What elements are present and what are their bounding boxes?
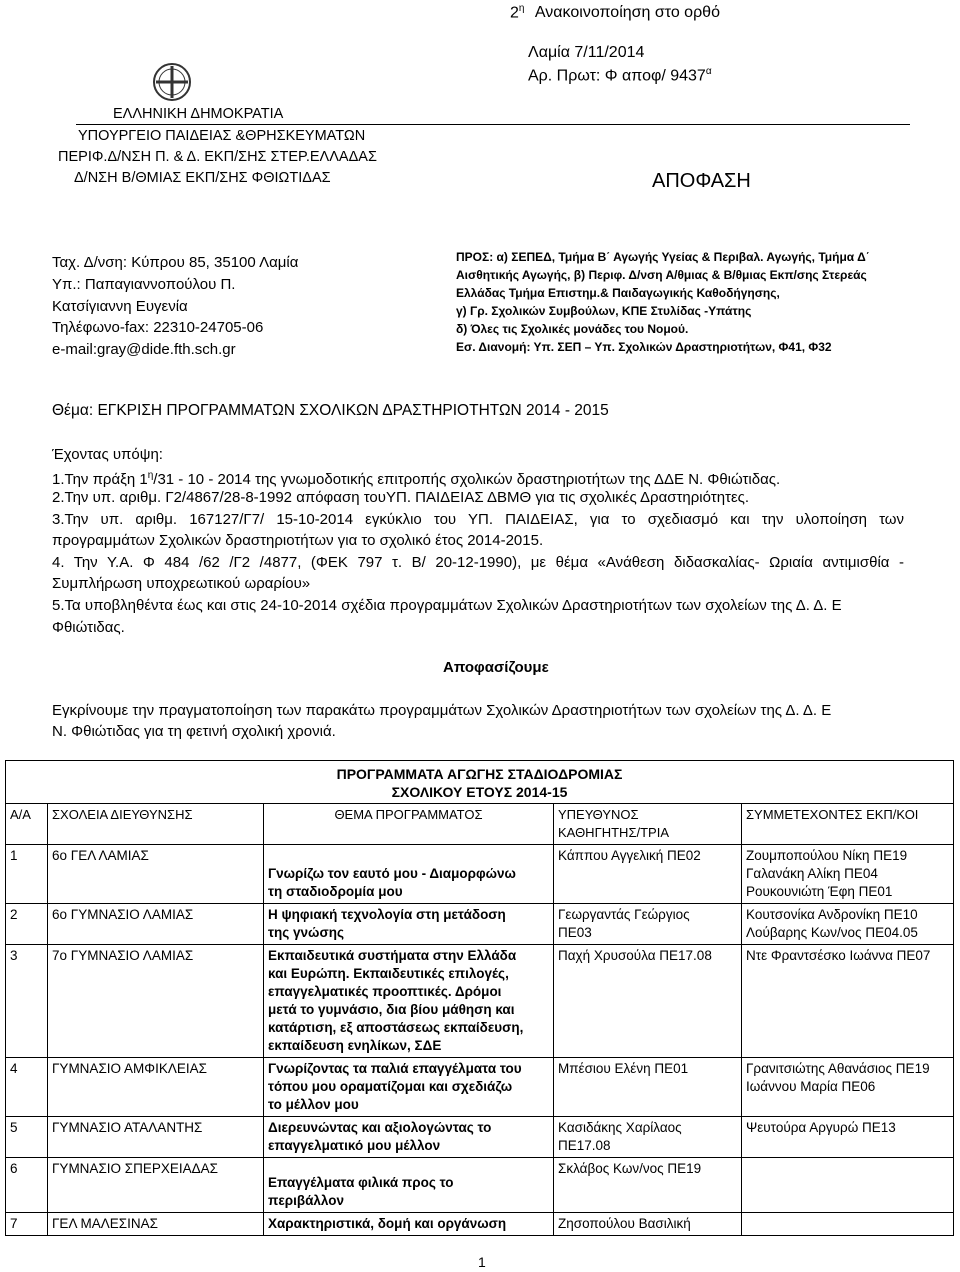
decide-heading: Αποφασίζουμε: [443, 659, 549, 676]
row-topic: [264, 1213, 554, 1236]
contact-info-2: Κατσίγιαννη Ευγενία: [52, 298, 188, 315]
contact-address: Ταχ. Δ/νση: Κύπρου 85, 35100 Λαμία: [52, 254, 299, 271]
table-row: [6, 1213, 954, 1236]
recipients-line-6: Εσ. Διανομή: Υπ. ΣΕΠ – Υπ. Σχολικών Δραστηριοτήτων, Φ41, Φ32: [456, 340, 832, 354]
item-5b: Φθιώτιδας.: [52, 619, 125, 636]
row-topic-line: επαγγελματικό μου μέλλον: [268, 1138, 441, 1153]
header-line-3: ΠΕΡΙΦ.Δ/ΝΣΗ Π. & Δ. ΕΚΠ/ΣΗΣ ΣΤΕΡ.ΕΛΛΑΔΑΣ: [58, 149, 377, 165]
row-aa: 2: [6, 904, 48, 945]
protocol-text: Αρ. Πρωτ: Φ αποφ/ 9437: [528, 67, 706, 85]
row-topic-line: Γνωρίζοντας τα παλιά επαγγέλματα του: [268, 1061, 522, 1076]
row-topic-line: επαγγελματικές προοπτικές. Δρόμοι: [268, 984, 502, 999]
row-member: Ρουκουνιώτη Έφη ΠΕ01: [746, 884, 893, 899]
contact-email: e-mail:gray@dide.fth.sch.gr: [52, 341, 236, 358]
item-5a: 5.Τα υποβληθέντα έως και στις 24-10-2014 σχέδια προγραμμάτων Σχολικών Δραστηριοτήτων των σχολείων της Δ. Δ. Ε: [52, 597, 842, 614]
row-members: [742, 904, 954, 945]
item-3b: προγραμμάτων Σχολικών δραστηριοτήτων για το σχολικό έτος 2014-2015.: [52, 532, 544, 549]
header-teacher: [554, 804, 742, 845]
recipients-line-1: ΠΡΟΣ: α) ΣΕΠΕΔ, Τμήμα Β΄ Αγωγής Υγείας & Περιβαλ. Αγωγής, Τμήμα Δ΄: [456, 250, 870, 264]
row-teacher: [554, 1158, 742, 1213]
header-line-1: ΕΛΛΗΝΙΚΗ ΔΗΜΟΚΡΑΤΙΑ: [113, 106, 284, 122]
row-teacher: [554, 1213, 742, 1236]
item-1-pre: 1.Την πράξη 1: [52, 471, 148, 488]
row-aa: 7: [6, 1213, 48, 1236]
row-topic-line: Γνωρίζω τον εαυτό μου - Διαμορφώνω: [268, 866, 516, 881]
row-teacher-line: Γεωργαντάς Γεώργιος: [558, 907, 690, 922]
row-member: Ντε Φραντσέσκο Ιωάννα ΠΕ07: [746, 948, 931, 963]
header-school: ΣΧΟΛΕΙΑ ΔΙΕΥΘΥΝΣΗΣ: [48, 804, 264, 845]
row-topic: [264, 945, 554, 1058]
table-title-row: [6, 761, 954, 804]
subject-line: Θέμα: ΕΓΚΡΙΣΗ ΠΡΟΓΡΑΜΜΑΤΩΝ ΣΧΟΛΙΚΩΝ ΔΡΑΣΤΗΡΙΟΤΗΤΩΝ 2014 - 2015: [52, 402, 609, 419]
recipients-line-4: γ) Γρ. Σχολικών Συμβούλων, ΚΠΕ Στυλίδας -Υπάτης: [456, 304, 752, 318]
recipients-line-2: Αισθητικής Αγωγής, β) Περιφ. Δ/νση Α/θμιας & Β/θμιας Εκπ/σης Στερεάς: [456, 268, 867, 282]
row-school: 6ο ΓΥΜΝΑΣΙΟ ΛΑΜΙΑΣ: [48, 904, 264, 945]
row-teacher-line: Κασιδάκης Χαρίλαος: [558, 1120, 682, 1135]
row-topic-line: το μέλλον μου: [268, 1097, 359, 1112]
place-date: Λαμία 7/11/2014: [528, 44, 645, 61]
header-line-2: ΥΠΟΥΡΓΕΙΟ ΠΑΙΔΕΙΑΣ &ΘΡΗΣΚΕΥΜΑΤΩΝ: [78, 128, 366, 144]
announcement-text: Ανακοινοποίηση στο ορθό: [534, 4, 720, 22]
row-members: [742, 1117, 954, 1158]
row-member: Ιωάννου Μαρία ΠΕ06: [746, 1079, 876, 1094]
row-topic-line: Εκπαιδευτικά συστήματα στην Ελλάδα: [268, 948, 517, 963]
row-member: Κουτσονίκα Ανδρονίκη ΠΕ10: [746, 907, 918, 922]
row-school: 7ο ΓΥΜΝΑΣΙΟ ΛΑΜΙΑΣ: [48, 945, 264, 1058]
row-aa: 4: [6, 1058, 48, 1117]
row-topic-line: της γνώσης: [268, 925, 344, 940]
header-aa: Α/Α: [6, 804, 48, 845]
row-topic-line: κατάρτιση, εξ αποστάσεως εκπαίδευση,: [268, 1020, 524, 1035]
row-topic-line: Χαρακτηριστικά, δομή και οργάνωση: [268, 1216, 507, 1231]
approve-line-a: Εγκρίνουμε την πραγματοποίηση των παρακάτω προγραμμάτων Σχολικών Δραστηριοτήτων των σχολείων της Δ. Δ. Ε: [52, 702, 832, 719]
decision-title: ΑΠΟΦΑΣΗ: [652, 170, 751, 192]
item-3a: 3.Την υπ. αριθμ. 167127/Γ7/ 15-10-2014 εγκύκλιο του ΥΠ. ΠΑΙΔΕΙΑΣ, για το σχεδιασμό και την υλοποίηση των: [52, 511, 904, 528]
table-row: [6, 1158, 954, 1213]
row-teacher: [554, 1058, 742, 1117]
header-rule: [76, 124, 910, 125]
row-aa: 6: [6, 1158, 48, 1213]
row-topic-line: και Ευρώπη. Εκπαιδευτικές επιλογές,: [268, 966, 509, 981]
row-school: ΓΕΛ ΜΑΛΕΣΙΝΑΣ: [48, 1213, 264, 1236]
row-teacher-line: ΠΕ17.08: [558, 1138, 611, 1153]
row-teacher: [554, 945, 742, 1058]
protocol-sup: α: [705, 66, 712, 77]
row-topic: [264, 1117, 554, 1158]
item-4b: Συμπλήρωση υποχρεωτικού ωραρίου»: [52, 575, 311, 592]
row-topic-line: τη σταδιοδρομία μου: [268, 884, 403, 899]
row-topic-line: Επαγγέλματα φιλικά προς το: [268, 1175, 454, 1190]
row-member: Ζουμποπούλου Νίκη ΠΕ19: [746, 848, 908, 863]
row-member: Ψευτούρα Αργυρώ ΠΕ13: [746, 1120, 896, 1135]
row-aa: 1: [6, 845, 48, 904]
having-in-mind: Έχοντας υπόψη:: [52, 446, 163, 463]
announcement-line: [510, 3, 720, 22]
row-teacher-line: Ζησοπούλου Βασιλική: [558, 1216, 691, 1231]
row-teacher-line: Παχή Χρυσούλα ΠΕ17.08: [558, 948, 712, 963]
row-topic-line: Η ψηφιακή τεχνολογία στη μετάδοση: [268, 907, 506, 922]
row-teacher-line: ΠΕ03: [558, 925, 592, 940]
item-1-sup: η: [147, 470, 154, 481]
announcement-sup: η: [518, 3, 525, 14]
row-teacher-line: Σκλάβος Κων/νος ΠΕ19: [558, 1161, 702, 1176]
row-topic-line: τόπου μου οραματίζομαι και σχεδιάζω: [268, 1079, 513, 1094]
row-school: 6ο ΓΕΛ ΛΑΜΙΑΣ: [48, 845, 264, 904]
recipients-line-3: Ελλάδας Τμήμα Επιστημ.& Παιδαγωγικής Καθοδήγησης,: [456, 286, 780, 300]
announcement-num: 2: [510, 4, 519, 22]
row-topic: [264, 1058, 554, 1117]
contact-phone: Τηλέφωνο-fax: 22310-24705-06: [52, 319, 264, 336]
row-teacher: [554, 904, 742, 945]
row-teacher: [554, 1117, 742, 1158]
item-2: 2.Την υπ. αριθμ. Γ2/4867/28-8-1992 απόφαση τουΥΠ. ΠΑΙΔΕΙΑΣ ΔΒΜΘ για τις σχολικές Δραστηριότητες.: [52, 489, 750, 506]
row-member: Λούβαρης Κων/νος ΠΕ04.05: [746, 925, 918, 940]
item-1-post: /31 - 10 - 2014 της γνωμοδοτικής επιτροπής σχολικών δραστηριοτήτων της ΔΔΕ Ν. Φθιώτιδας.: [153, 471, 781, 488]
row-member: Γρανιτσιώτης Αθανάσιος ΠΕ19: [746, 1061, 930, 1076]
row-topic: [264, 904, 554, 945]
row-topic-line: μετά το γυμνάσιο, δια βίου μάθηση και: [268, 1002, 515, 1017]
page-number: 1: [478, 1254, 486, 1270]
table-row: [6, 904, 954, 945]
table-row: [6, 845, 954, 904]
row-teacher-line: Κάππου Αγγελική ΠΕ02: [558, 848, 701, 863]
header-members: ΣΥΜΜΕΤΕΧΟΝΤΕΣ ΕΚΠ/ΚΟΙ: [742, 804, 954, 845]
header-teacher-1: ΥΠΕΥΘΥΝΟΣ: [558, 807, 639, 822]
greek-republic-seal-icon: [150, 60, 194, 104]
row-school: ΓΥΜΝΑΣΙΟ ΑΜΦΙΚΛΕΙΑΣ: [48, 1058, 264, 1117]
table-row: [6, 1058, 954, 1117]
row-members: [742, 945, 954, 1058]
row-aa: 5: [6, 1117, 48, 1158]
contact-info-1: Υπ.: Παπαγιαννοπούλου Π.: [52, 276, 236, 293]
table-header-row: [6, 804, 954, 845]
table-title-2: ΣΧΟΛΙΚΟΥ ΕΤΟΥΣ 2014-15: [391, 784, 568, 800]
row-members: [742, 1213, 954, 1236]
table-row: [6, 1117, 954, 1158]
row-members: [742, 845, 954, 904]
row-topic-line: Διερευνώντας και αξιολογώντας το: [268, 1120, 492, 1135]
protocol-number: [528, 66, 712, 85]
row-topic-line: περιβάλλον: [268, 1193, 344, 1208]
programs-table: [5, 760, 954, 1236]
row-topic: [264, 1158, 554, 1213]
row-member: Γαλανάκη Αλίκη ΠΕ04: [746, 866, 878, 881]
table-row: [6, 945, 954, 1058]
row-school: ΓΥΜΝΑΣΙΟ ΑΤΑΛΑΝΤΗΣ: [48, 1117, 264, 1158]
approve-line-b: Ν. Φθιώτιδας για τη φετινή σχολική χρονιά.: [52, 723, 336, 740]
recipients-line-5: δ) Όλες τις Σχολικές μονάδες του Νομού.: [456, 322, 689, 336]
row-teacher-line: Μπέσιου Ελένη ΠΕ01: [558, 1061, 689, 1076]
header-topic: ΘΕΜΑ ΠΡΟΓΡΑΜΜΑΤΟΣ: [264, 804, 554, 845]
item-4a: 4. Την Υ.Α. Φ 484 /62 /Γ2 /4877, (ΦΕΚ 797 τ. Β/ 20-12-1990), με θέμα «Ανάθεση διδασκαλίας- Ωριαία αντιμισθία -: [52, 554, 904, 571]
row-school: ΓΥΜΝΑΣΙΟ ΣΠΕΡΧΕΙΑΔΑΣ: [48, 1158, 264, 1213]
row-members: [742, 1158, 954, 1213]
header-line-4: Δ/ΝΣΗ Β/ΘΜΙΑΣ ΕΚΠ/ΣΗΣ ΦΘΙΩΤΙΔΑΣ: [74, 170, 331, 186]
row-members: [742, 1058, 954, 1117]
row-topic: [264, 845, 554, 904]
row-aa: 3: [6, 945, 48, 1058]
row-teacher: [554, 845, 742, 904]
row-topic-line: εκπαίδευση ενηλίκων, ΣΔΕ: [268, 1038, 442, 1053]
table-title-1: ΠΡΟΓΡΑΜΜΑΤΑ ΑΓΩΓΗΣ ΣΤΑΔΙΟΔΡΟΜΙΑΣ: [336, 766, 623, 782]
header-teacher-2: ΚΑΘΗΓΗΤΗΣ/ΤΡΙΑ: [558, 825, 669, 840]
